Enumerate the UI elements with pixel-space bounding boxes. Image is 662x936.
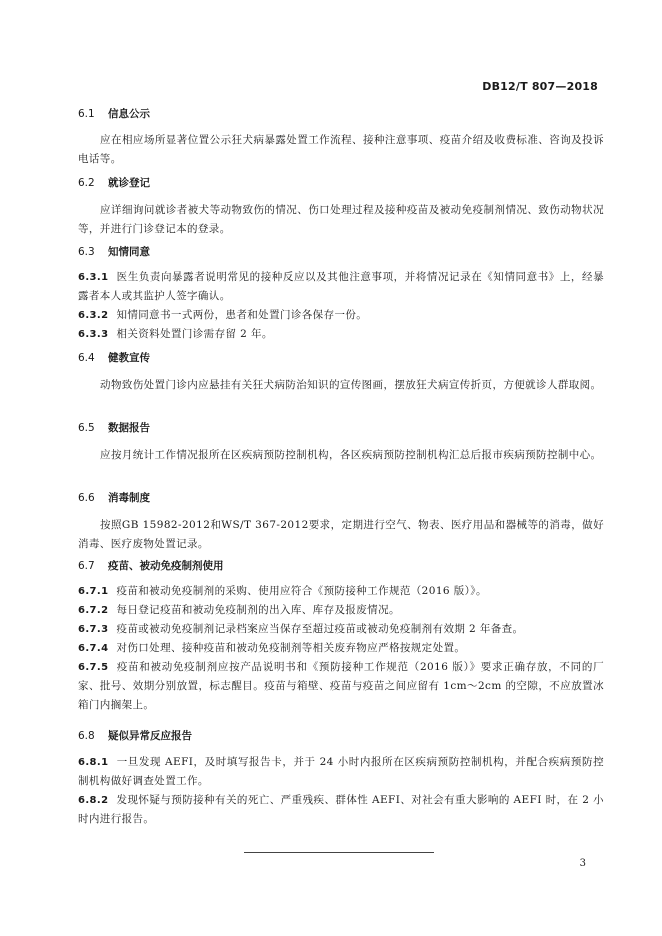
section-6-3	[78, 242, 604, 344]
section-heading	[78, 173, 604, 194]
item-text: 发现怀疑与预防接种有关的死亡、严重残疾、群体性 AEFI、对社会有重大影响的 AEFI 时，在 2 小时内进行报告。	[78, 794, 604, 825]
list-item	[78, 325, 604, 344]
item-number: 6.8.1	[78, 757, 109, 768]
item-number: 6.8.2	[78, 795, 109, 806]
section-title: 知情同意	[108, 246, 150, 258]
section-6-5	[78, 418, 604, 465]
section-title: 疑似异常反应报告	[108, 730, 192, 742]
item-number: 6.7.2	[78, 605, 109, 616]
section-title: 就诊登记	[108, 177, 150, 189]
section-number: 6.5	[78, 422, 95, 434]
section-6-8	[78, 726, 604, 829]
item-text: 疫苗和被动免疫制剂的采购、使用应符合《预防接种工作规范（2016 版）》。	[116, 585, 487, 597]
section-heading	[78, 726, 604, 747]
section-heading	[78, 242, 604, 263]
item-text: 一旦发现 AEFI，及时填写报告卡，并于 24 小时内报所在区疾病预防控制机构，并配合疾病预防控制机构做好调查处置工作。	[78, 756, 604, 787]
section-paragraph: 应在相应场所显著位置公示狂犬病暴露处置工作流程、接种注意事项、疫苗介绍及收费标准、咨询及投诉电话等。	[78, 134, 604, 165]
item-number: 6.3.3	[78, 329, 109, 340]
section-heading	[78, 104, 604, 125]
list-item	[78, 582, 604, 601]
section-number: 6.7	[78, 560, 95, 572]
list-item	[78, 306, 604, 325]
list-item	[78, 620, 604, 639]
section-number: 6.8	[78, 730, 95, 742]
section-paragraph: 应按月统计工作情况报所在区疾病预防控制机构，各区疾病预防控制机构汇总后报市疾病预防控制中心。	[100, 449, 602, 461]
item-text: 医生负责向暴露者说明常见的接种反应以及其他注意事项，并将情况记录在《知情同意书》上，经暴露者本人或其监护人签字确认。	[78, 271, 604, 302]
item-text: 相关资料处置门诊需存留 2 年。	[116, 328, 273, 340]
section-title: 疫苗、被动免疫制剂使用	[108, 560, 224, 572]
section-number: 6.1	[78, 108, 95, 120]
item-number: 6.7.1	[78, 586, 109, 597]
section-paragraph: 按照GB 15982-2012和WS/T 367-2012要求，定期进行空气、物表、医疗用品和器械等的消毒，做好消毒、医疗废物处置记录。	[78, 519, 604, 550]
item-number: 6.3.2	[78, 310, 109, 321]
section-6-1	[78, 104, 604, 169]
list-item	[78, 791, 604, 829]
item-number: 6.7.4	[78, 643, 109, 654]
section-heading	[78, 418, 604, 439]
section-title: 信息公示	[108, 108, 150, 120]
section-number: 6.2	[78, 177, 95, 189]
list-item	[78, 268, 604, 306]
section-6-6	[78, 488, 604, 554]
section-number: 6.6	[78, 492, 95, 504]
list-item	[78, 753, 604, 791]
page-number: 3	[579, 858, 586, 869]
section-6-2	[78, 173, 604, 239]
section-6-7	[78, 556, 604, 715]
section-paragraph: 动物致伤处置门诊内应悬挂有关狂犬病防治知识的宣传图画，摆放狂犬病宣传折页，方便就诊人群取阅。	[100, 379, 602, 391]
item-text: 疫苗或被动免疫制剂记录档案应当保存至超过疫苗或被动免疫制剂有效期 2 年备查。	[116, 623, 524, 635]
item-number: 6.7.3	[78, 624, 109, 635]
list-item	[78, 601, 604, 620]
section-heading	[78, 488, 604, 509]
item-text: 每日登记疫苗和被动免疫制剂的出入库、库存及报废情况。	[116, 604, 400, 616]
list-item	[78, 639, 604, 658]
section-title: 消毒制度	[108, 492, 150, 504]
standard-code: DB12/T 807—2018	[482, 80, 598, 93]
section-number: 6.4	[78, 352, 95, 364]
section-title: 健教宣传	[108, 352, 150, 364]
item-text: 知情同意书一式两份，患者和处置门诊各保存一份。	[116, 309, 368, 321]
footer-divider	[244, 852, 434, 853]
section-heading	[78, 348, 604, 369]
section-6-4	[78, 348, 604, 395]
item-number: 6.7.5	[78, 662, 109, 673]
section-number: 6.3	[78, 246, 95, 258]
section-heading	[78, 556, 604, 577]
section-paragraph: 应详细询问就诊者被犬等动物致伤的情况、伤口处理过程及接种疫苗及被动免疫制剂情况、致伤动物状况等，并进行门诊登记本的登录。	[78, 204, 604, 235]
list-item	[78, 658, 604, 715]
section-title: 数据报告	[108, 422, 150, 434]
item-number: 6.3.1	[78, 272, 109, 283]
item-text: 对伤口处理、接种疫苗和被动免疫制剂等相关废弃物应严格按规定处置。	[116, 642, 466, 654]
item-text: 疫苗和被动免疫制剂应按产品说明书和《预防接种工作规范（2016 版）》要求正确存放，不同的厂家、批号、效期分别放置，标志醒目。疫苗与箱壁、疫苗与疫苗之间应留有 1cm～2cm 的空隙，不应放置冰箱门内搁架上。	[78, 661, 604, 711]
